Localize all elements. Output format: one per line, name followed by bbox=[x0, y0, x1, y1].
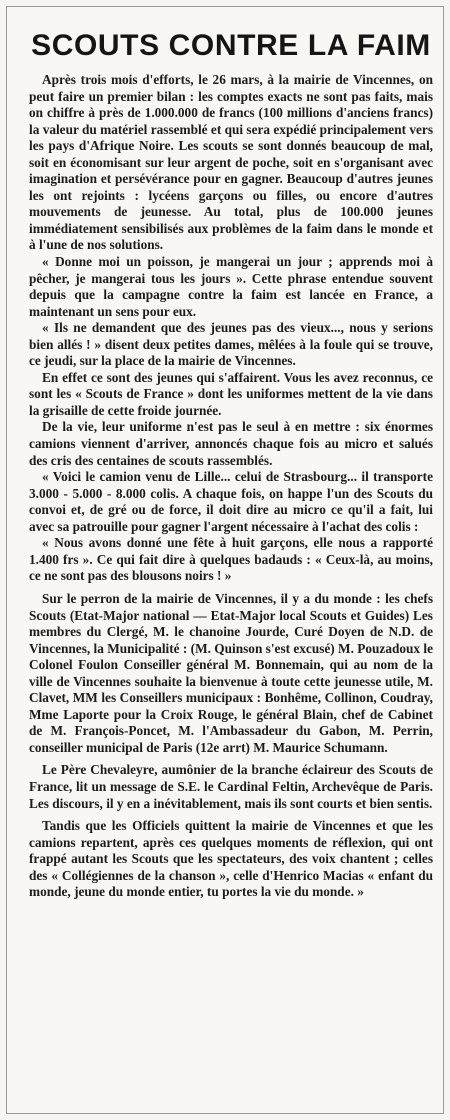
paragraph-camions: De la vie, leur uniforme n'est pas le seul à en mettre : six énormes camions viennent d'arriver, annoncés chaque fois au micro et salués des cris des centaines de scouts rassemblés. bbox=[29, 419, 433, 468]
paragraph-proverb: « Donne moi un poisson, je mangerai un jour ; apprends moi à pêcher, je mangerai tous les jours ». Cette phrase entendue souvent depuis que la campagne contre la faim est lancée en France, a maintenant un sens pour eux. bbox=[29, 254, 433, 319]
paragraph-petites-dames: « Ils ne demandent que des jeunes pas des vieux..., nous y serions bien allés ! » disent deux petites dames, mêlées à la foule qui se trouve, ce jeudi, sur la place de la mairie de Vincennes. bbox=[29, 320, 433, 369]
paragraph-pere-chevaleyre: Le Père Chevaleyre, aumônier de la branche éclaireur des Scouts de France, lit un message de S.E. le Cardinal Feltin, Archevêque de Paris. Les discours, il y en a inévitablement, mais ils sont courts et bien sentis. bbox=[29, 762, 433, 811]
paragraph-tandis: Tandis que les Officiels quittent la mairie de Vincennes et que les camions repartent, après ces quelques moments de réflexion, qui ont frappé autant les Scouts que les spectateurs, des voix chantent ; celles des « Collégiennes de la chanson », celle d'Henrico Macias « enfant du monde, jeune du monde entier, tu portes la vie du monde. » bbox=[29, 818, 433, 900]
paragraph-bilan: Après trois mois d'efforts, le 26 mars, à la mairie de Vincennes, on peut faire un premier bilan : les comptes exacts ne sont pas faits, mais on chiffre à près de 1.000.000 de francs (100 millions d'anciens francs) la valeur du matériel rassemblé et qui sera expédié principalement vers les pays d'Afrique Noire. Les scouts se sont donnés beaucoup de mal, soit en économisant sur leur argent de poche, soit en s'organisant avec imagination et persévérance pour en gagner. Beaucoup d'autres jeunes les ont rejoints : lycéens garçons ou filles, ou encore d'autres mouvements de jeunesse. Au total, plus de 100.000 jeunes immédiatement sensibilisés aux problèmes de la faim dans le monde et à l'une de nos solutions. bbox=[29, 72, 433, 253]
article-column bbox=[29, 23, 433, 901]
paragraph-fete: « Nous avons donné une fête à huit garçons, elle nous a rapporté 1.400 frs ». Ce qui fait dire à quelques badauds : « Ceux-là, au moins, ce ne sont pas des blousons noirs ! » bbox=[29, 535, 433, 584]
paragraph-perron: Sur le perron de la mairie de Vincennes, il y a du monde : les chefs Scouts (Etat-Major national — Etat-Major local Scouts et Guides) Les membres du Clergé, M. le chanoine Jourde, Curé Doyen de N.D. de Vincennes, la Municipalité : (M. Quinson s'est excusé) M. Pouzadoux le Colonel Foulon Conseiller général M. Bonnemain, qui au nom de la ville de Vincennes souhaite la bienvenue à toute cette jeunesse utile, M. Clavet, MM les Conseillers municipaux : Bonhême, Collinon, Coudray, Mme Laporte pour la Croix Rouge, le général Blain, chef de Cabinet de M. François-Poncet, M. l'Ambassadeur du Gabon, M. Perrin, conseiller municipal de Paris (12e arrt) M. Maurice Schumann. bbox=[29, 590, 433, 755]
newspaper-clipping bbox=[6, 6, 444, 1114]
paragraph-lille-strasbourg: « Voici le camion venu de Lille... celui de Strasbourg... il transporte 3.000 - 5.000 - 8.000 colis. A chaque fois, on happe l'un des Scouts du convoi et, de gré ou de force, il doit dire au micro ce qu'il a fait, lui avec sa patrouille pour gagner l'argent nécessaire à l'achat des colis : bbox=[29, 469, 433, 534]
paragraph-jeunes: En effet ce sont des jeunes qui s'affairent. Vous les avez reconnus, ce sont les « Scouts de France » dont les uniformes mettent de la vie dans la grisaille de cette froide journée. bbox=[29, 369, 433, 418]
article-title: SCOUTS CONTRE LA FAIM bbox=[31, 29, 431, 62]
